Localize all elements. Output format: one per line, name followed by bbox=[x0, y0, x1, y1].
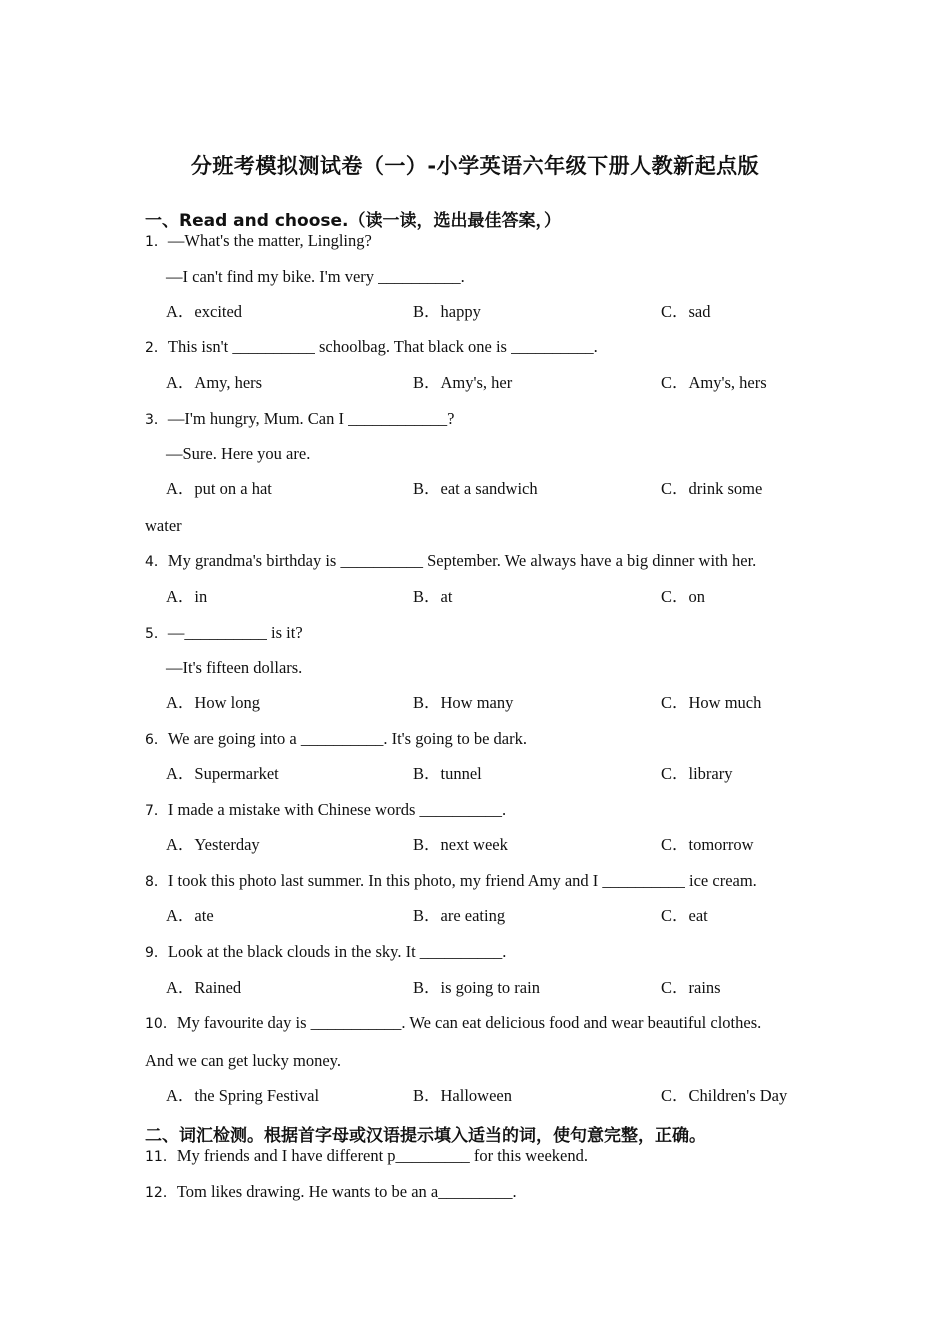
question-2 bbox=[145, 337, 598, 358]
question-text: My favourite day is ___________. We can eat delicious food and wear beautiful clothes. bbox=[176, 1013, 762, 1032]
question-number: 11． bbox=[145, 1149, 177, 1165]
option-a: A．Yesterday bbox=[166, 835, 260, 854]
question-5 bbox=[145, 623, 303, 644]
question-text: —What's the matter, Lingling? bbox=[167, 231, 372, 250]
option-a: A．Rained bbox=[166, 978, 242, 997]
option-c: C．How much bbox=[661, 693, 762, 712]
question-1-line-2: —I can't find my bike. I'm very __________. bbox=[166, 267, 465, 286]
option-b: B．at bbox=[413, 587, 453, 606]
option-c: C．sad bbox=[661, 302, 711, 321]
section-1-heading: 一、Read and choose.（读一读，选出最佳答案，） bbox=[145, 211, 561, 231]
question-12 bbox=[145, 1182, 517, 1203]
option-c: C．drink some bbox=[661, 479, 763, 498]
question-7 bbox=[145, 800, 506, 821]
question-9 bbox=[145, 942, 506, 963]
question-text: I took this photo last summer. In this photo, my friend Amy and I __________ ice cream. bbox=[167, 871, 757, 890]
option-a: A．Supermarket bbox=[166, 764, 279, 783]
option-c: C．rains bbox=[661, 978, 721, 997]
option-c: C．Amy's, hers bbox=[661, 373, 767, 392]
question-6 bbox=[145, 729, 527, 750]
option-c-wrap: water bbox=[145, 516, 182, 535]
option-c: C．on bbox=[661, 587, 706, 606]
question-number: 12． bbox=[145, 1185, 177, 1201]
question-5-line-2: —It's fifteen dollars. bbox=[166, 658, 303, 677]
question-number: 5． bbox=[145, 626, 168, 642]
question-text: My grandma's birthday is __________ September. We always have a big dinner with her. bbox=[167, 551, 757, 570]
question-number: 6． bbox=[145, 732, 168, 748]
question-text: Tom likes drawing. He wants to be an a_________. bbox=[176, 1182, 517, 1201]
question-number: 7． bbox=[145, 803, 168, 819]
question-number: 4． bbox=[145, 554, 168, 570]
question-4 bbox=[145, 551, 756, 572]
question-1 bbox=[145, 231, 372, 252]
question-number: 9． bbox=[145, 945, 168, 961]
question-number: 2． bbox=[145, 340, 168, 356]
question-text: —I'm hungry, Mum. Can I ____________? bbox=[167, 409, 455, 428]
question-text: Look at the black clouds in the sky. It __________. bbox=[167, 942, 507, 961]
question-text: I made a mistake with Chinese words __________. bbox=[167, 800, 507, 819]
question-8 bbox=[145, 871, 757, 892]
question-number: 1． bbox=[145, 234, 168, 250]
option-b: B．Amy's, her bbox=[413, 373, 513, 392]
question-text: —__________ is it? bbox=[167, 623, 303, 642]
question-text: This isn't __________ schoolbag. That black one is __________. bbox=[167, 337, 598, 356]
option-a: A．put on a hat bbox=[166, 479, 272, 498]
question-3 bbox=[145, 409, 454, 430]
page-title: 分班考模拟测试卷（一）-小学英语六年级下册人教新起点版 bbox=[190, 154, 760, 178]
option-b: B．is going to rain bbox=[413, 978, 540, 997]
option-a: A．excited bbox=[166, 302, 243, 321]
option-c: C．Children's Day bbox=[661, 1086, 788, 1105]
option-a: A．ate bbox=[166, 906, 214, 925]
question-text: My friends and I have different p_________ for this weekend. bbox=[176, 1146, 588, 1165]
question-text: We are going into a __________. It's going to be dark. bbox=[167, 729, 527, 748]
question-11 bbox=[145, 1146, 588, 1167]
option-c: C．eat bbox=[661, 906, 708, 925]
option-a: A．the Spring Festival bbox=[166, 1086, 320, 1105]
question-3-line-2: —Sure. Here you are. bbox=[166, 444, 311, 463]
option-b: B．next week bbox=[413, 835, 508, 854]
option-b: B．are eating bbox=[413, 906, 506, 925]
option-b: B．tunnel bbox=[413, 764, 482, 783]
section-2-heading: 二、词汇检测。根据首字母或汉语提示填入适当的词，使句意完整，正确。 bbox=[145, 1126, 706, 1146]
option-b: B．happy bbox=[413, 302, 481, 321]
option-c: C．tomorrow bbox=[661, 835, 754, 854]
question-10-line-2: And we can get lucky money. bbox=[145, 1051, 341, 1070]
option-a: A．Amy, hers bbox=[166, 373, 263, 392]
option-b: B．eat a sandwich bbox=[413, 479, 538, 498]
option-b: B．How many bbox=[413, 693, 514, 712]
question-number: 10． bbox=[145, 1016, 177, 1032]
question-number: 3． bbox=[145, 412, 168, 428]
question-10 bbox=[145, 1013, 761, 1034]
option-b: B．Halloween bbox=[413, 1086, 512, 1105]
option-a: A．How long bbox=[166, 693, 260, 712]
option-a: A．in bbox=[166, 587, 208, 606]
option-c: C．library bbox=[661, 764, 733, 783]
question-number: 8． bbox=[145, 874, 168, 890]
